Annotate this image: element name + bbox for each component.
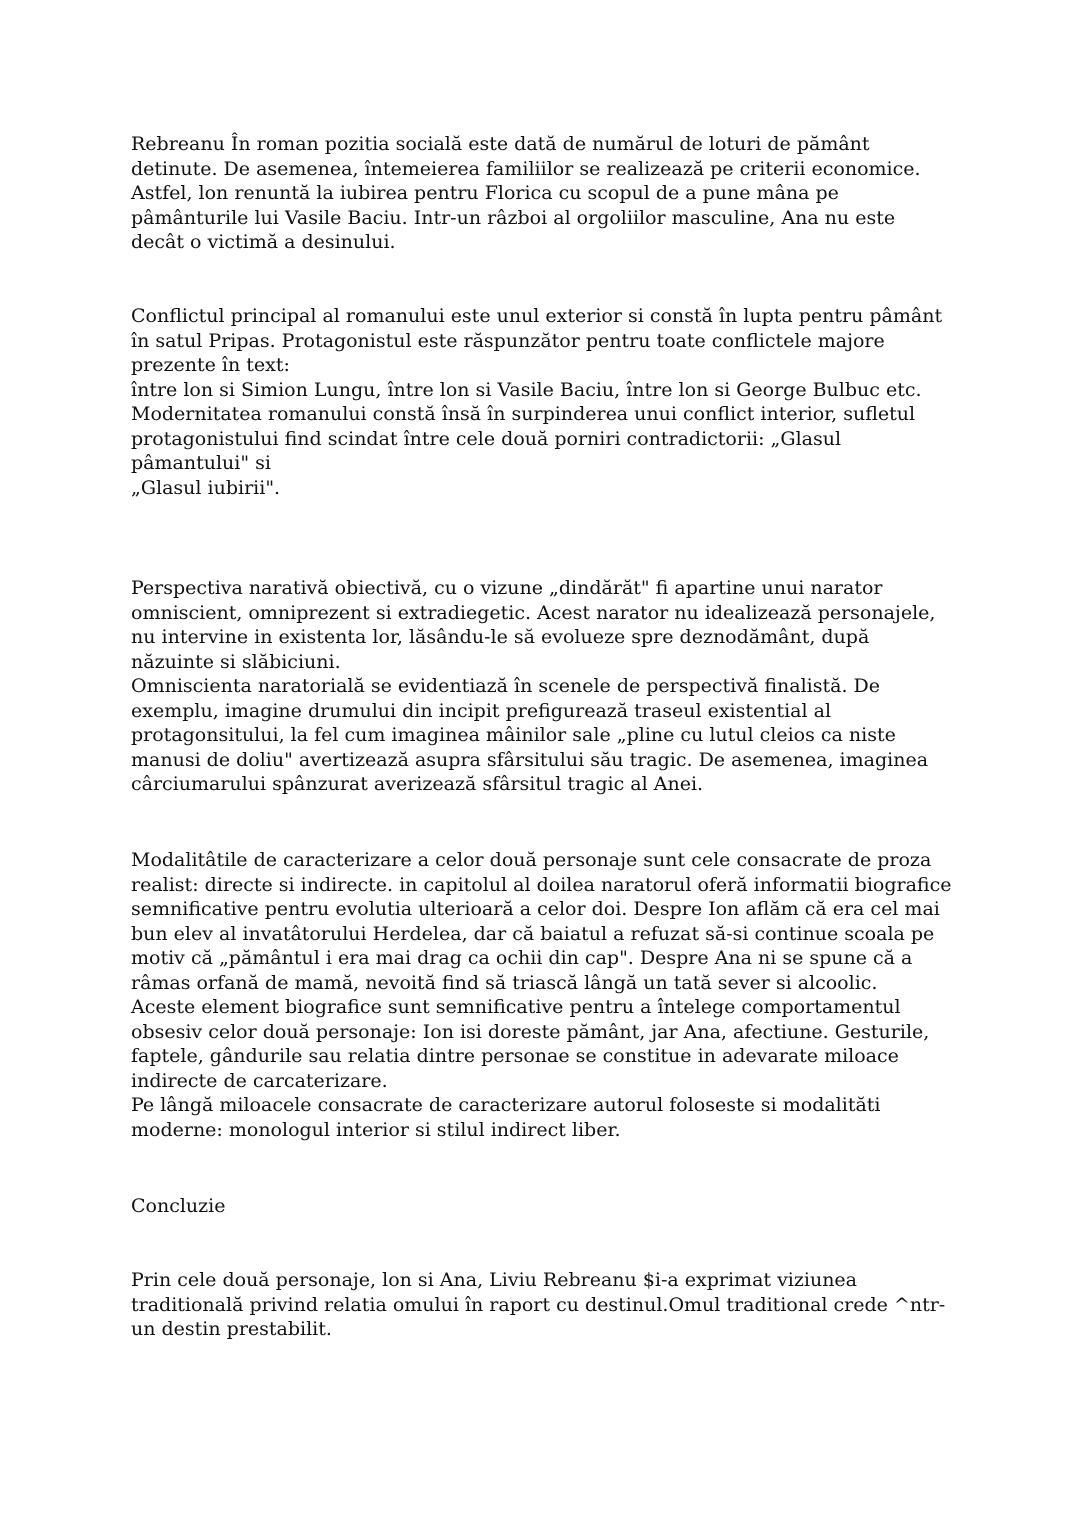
text-line: bun elev al invatâtorului Herdelea, dar că baiatul a refuzat să-si continue scoala pe — [131, 922, 935, 945]
text-line: Modernitatea romanului constă însă în surpinderea unui conflict interior, sufletul — [131, 403, 916, 425]
paragraph-social-position — [131, 132, 961, 255]
text-line: faptele, gândurile sau relatia dintre personae se constitue in adevarate miloace — [131, 1045, 899, 1067]
text-line: Aceste element biografice sunt semnificative pentru a întelege comportamentul — [131, 996, 901, 1018]
text-line: în satul Pripas. Protagonistul este răspunzător pentru toate conflictele majore — [131, 329, 885, 352]
text-line: Modalitâtile de caracterizare a celor două personaje sunt cele consacrate de proza — [131, 849, 932, 871]
text-line: obsesiv celor două personaje: Ion isi doreste pământ, jar Ana, afectiune. Gesturile, — [131, 1020, 930, 1043]
text-line: cârciumarului spânzurat averizează sfârsitul tragic al Anei. — [131, 773, 704, 795]
text-line: râmas orfană de mamă, nevoită find să triască lângă un tată sever si alcoolic. — [131, 971, 878, 994]
text-line: pâmantului" si — [131, 452, 271, 474]
text-line: semnificative pentru evolutia ulterioară a celor doi. Despre Ion aflăm că era cel mai — [131, 898, 940, 920]
text-line: pâmânturile lui Vasile Baciu. Intr-un râzboi al orgoliilor masculine, Ana nu este — [131, 206, 896, 229]
text-line: decât o victimă a desinului. — [131, 231, 396, 253]
text-line: protagonistului find scindat între cele două porniri contradictorii: „Glasul — [131, 427, 842, 450]
text-line: Prin cele două personaje, lon si Ana, Liviu Rebreanu $i-a exprimat viziunea — [131, 1269, 858, 1291]
text-line: manusi de doliu" avertizează asupra sfârsitului său tragic. De asemenea, imaginea — [131, 748, 929, 771]
text-line: un destin prestabilit. — [131, 1318, 332, 1340]
section-heading-conclusion — [131, 1194, 961, 1219]
text-line: detinute. De asemenea, întemeierea familiilor se realizează pe criterii economice. — [131, 157, 921, 180]
text-line: năzuinte si slăbiciuni. — [131, 650, 341, 673]
text-line: traditională privind relatia omului în raport cu destinul.Omul traditional crede ^ntr- — [131, 1293, 946, 1316]
text-line: exemplu, imagine drumului din incipit prefigurează traseul existential al — [131, 699, 832, 722]
text-line: Concluzie — [131, 1195, 226, 1217]
text-line: Omniscienta naratorială se evidentiază în scenele de perspectivă finalistă. De — [131, 675, 881, 697]
text-line: Conflictul principal al romanului este unul exterior si constă în lupta pentru pâmânt — [131, 305, 943, 327]
paragraph-narrative-perspective — [131, 576, 961, 797]
text-line: motiv că „pământul i era mai drag ca ochii din cap". Despre Ana ni se spune că a — [131, 947, 913, 969]
paragraph-conclusion — [131, 1268, 961, 1342]
text-line: între lon si Simion Lungu, între lon si Vasile Baciu, între lon si George Bulbuc etc. — [131, 378, 922, 401]
paragraph-main-conflict — [131, 304, 961, 500]
text-line: Rebreanu În roman pozitia socială este dată de numărul de loturi de pământ — [131, 133, 870, 155]
text-line: protagonsitului, la fel cum imaginea mâinilor sale „pline cu lutul cleios ca niste — [131, 724, 896, 746]
text-line: prezente în text: — [131, 354, 290, 376]
text-line: Astfel, lon renuntă la iubirea pentru Florica cu scopul de a pune mâna pe — [131, 182, 839, 204]
text-line: Pe lângă miloacele consacrate de caracterizare autorul foloseste si modalităti — [131, 1094, 881, 1116]
text-line: „Glasul iubirii". — [131, 476, 281, 499]
paragraph-characterization — [131, 848, 961, 1142]
text-line: nu intervine in existenta lor, lăsându-le să evolueze spre deznodământ, după — [131, 626, 870, 648]
text-line: Perspectiva narativă obiectivă, cu o vizune „dindărăt" fi apartine unui narator — [131, 577, 883, 599]
text-line: indirecte de carcaterizare. — [131, 1069, 388, 1092]
text-line: omniscient, omniprezent si extradiegetic. Acest narator nu idealizează personajele, — [131, 601, 936, 624]
text-line: moderne: monologul interior si stilul indirect liber. — [131, 1118, 621, 1141]
text-line: realist: directe si indirecte. in capitolul al doilea naratorul oferă informatii biografice — [131, 873, 952, 896]
